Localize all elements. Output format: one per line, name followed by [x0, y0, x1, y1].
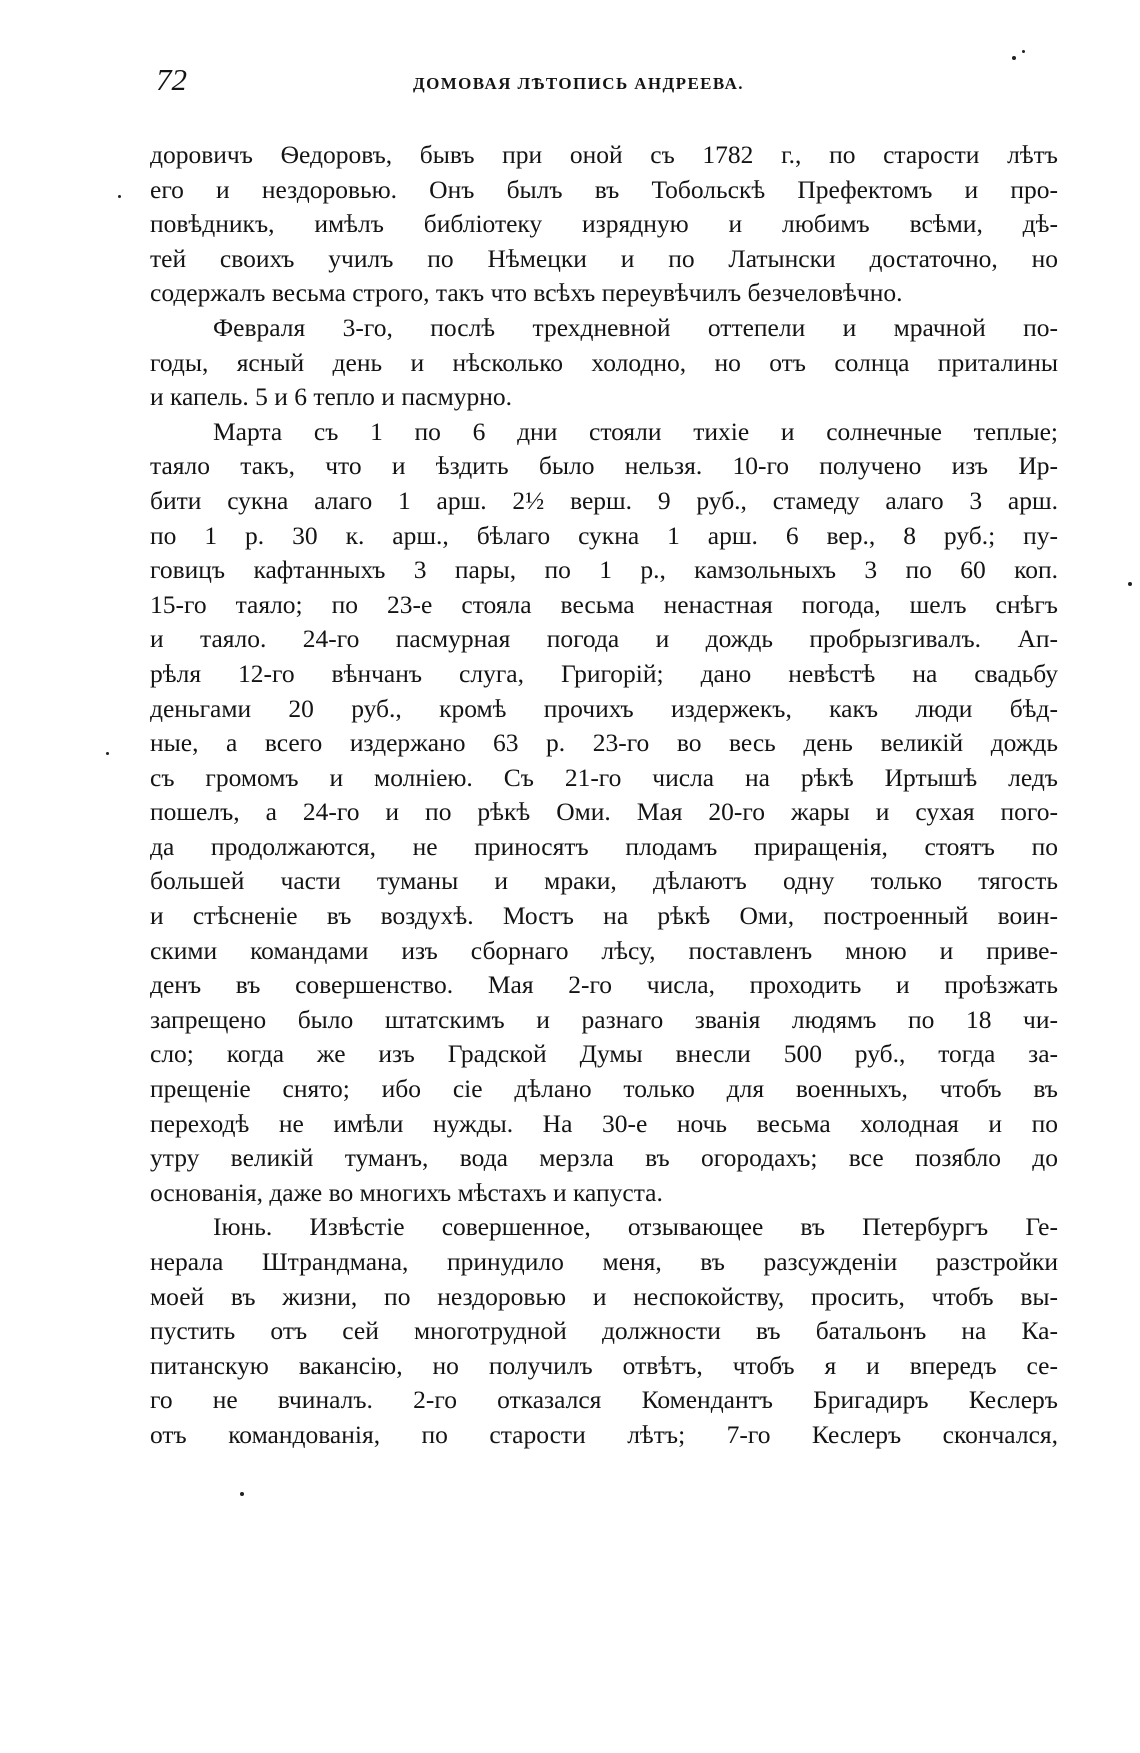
ink-speck — [118, 195, 121, 198]
page-header — [150, 62, 1050, 102]
text-line: ные, а всего издержано 63 р. 23-го во весь день великій дождь — [150, 728, 1058, 758]
paragraph — [150, 415, 1058, 1211]
text-line: и таяло. 24-го пасмурная погода и дождь пробрызгивалъ. Ап- — [150, 624, 1058, 654]
text-line: моей въ жизни, по нездоровью и неспокойству, просить, чтобъ вы- — [150, 1281, 1058, 1311]
text-line: да продолжаются, не приносятъ плодамъ приращенія, стоятъ по — [150, 831, 1058, 861]
running-title: ДОМОВАЯ ЛѢТОПИСЬ АНДРЕЕВА. — [413, 74, 744, 93]
text-line: нерала Штрандмана, принудило меня, въ разсужденіи разстройки — [150, 1247, 1058, 1276]
text-line: тей своихъ училъ по Нѣмецки и по Латынски достаточно, но — [150, 243, 1058, 273]
page-number: 72 — [156, 62, 187, 97]
text-line: бити сукна алаго 1 арш. 2½ верш. 9 руб., стамеду алаго 3 арш. — [150, 485, 1058, 515]
paragraph — [150, 138, 1058, 311]
text-line: по 1 р. 30 к. арш., бѣлаго сукна 1 арш. 6 вер., 8 руб.; пу- — [150, 520, 1058, 550]
text-line: большей части туманы и мраки, дѣлаютъ одну только тягость — [150, 866, 1058, 896]
text-line: доровичъ Ѳедоровъ, бывъ при оной съ 1782 г., по старости лѣтъ — [150, 140, 1058, 169]
text-line: содержалъ весьма строго, такъ что всѣхъ переувѣчилъ безчеловѣчно. — [150, 278, 903, 308]
text-line: пошелъ, а 24-го и по рѣкѣ Оми. Мая 20-го жары и сухая пого- — [150, 797, 1058, 827]
ink-speck — [1128, 582, 1132, 586]
text-line: съ громомъ и молніею. Съ 21-го числа на рѣкѣ Иртышѣ ледъ — [150, 762, 1058, 792]
text-line: пустить отъ сей многотрудной должности въ батальонъ на Ка- — [150, 1316, 1058, 1346]
text-line: денъ въ совершенство. Мая 2-го числа, проходить и проѣзжать — [150, 970, 1058, 1000]
text-line: и капель. 5 и 6 тепло и пасмурно. — [150, 382, 513, 412]
text-line: питанскую вакансію, но получилъ отвѣтъ, чтобъ я и впередъ се- — [150, 1350, 1058, 1380]
text-line: Марта съ 1 по 6 дни стояли тихіе и солнечные теплые; — [213, 416, 1058, 446]
text-line: отъ командованія, по старости лѣтъ; 7-го Кеслеръ скончался, — [150, 1419, 1058, 1449]
text-line: основанія, даже во многихъ мѣстахъ и капуста. — [150, 1177, 663, 1207]
text-line: Февраля 3-го, послѣ трехдневной оттепели и мрачной по- — [213, 312, 1058, 342]
text-line: таяло такъ, что и ѣздить было нельзя. 10-го получено изъ Ир- — [150, 451, 1058, 481]
ink-speck — [240, 1492, 244, 1496]
text-line: Іюнь. Извѣстіе совершенное, отзывающее въ Петербургъ Ге- — [213, 1212, 1058, 1242]
text-line: утру великій туманъ, вода мерзла въ огородахъ; все позябло до — [150, 1143, 1058, 1173]
text-line: 15-го таяло; по 23-е стояла весьма ненастная погода, шелъ снѣгъ — [150, 589, 1058, 619]
text-line: годы, ясный день и нѣсколько холодно, но отъ солнца приталины — [150, 347, 1058, 377]
text-line: скими командами изъ сборнаго лѣсу, поставленъ мною и приве- — [150, 935, 1058, 965]
text-line: прещеніе снято; ибо сіе дѣлано только для военныхъ, чтобъ въ — [150, 1074, 1058, 1104]
paragraph — [150, 311, 1058, 415]
text-line: и стѣсненіе въ воздухѣ. Мостъ на рѣкѣ Оми, построенный воин- — [150, 901, 1058, 931]
ink-speck — [106, 752, 109, 755]
text-line: его и нездоровью. Онъ былъ въ Тобольскѣ Префектомъ и про- — [150, 174, 1058, 204]
paragraph — [150, 1210, 1058, 1452]
text-line: переходѣ не имѣли нужды. На 30-е ночь весьма холодная и по — [150, 1108, 1058, 1138]
body-text — [150, 138, 1058, 1453]
ink-speck — [1022, 50, 1025, 53]
text-line: рѣля 12-го вѣнчанъ слуга, Григорій; дано невѣстѣ на свадьбу — [150, 658, 1058, 688]
text-line: запрещено было штатскимъ и разнаго званія людямъ по 18 чи- — [150, 1004, 1058, 1034]
text-line: повѣдникъ, имѣлъ библіотеку изрядную и любимъ всѣми, дѣ- — [150, 209, 1058, 239]
ink-speck — [1012, 56, 1016, 60]
text-line: го не вчиналъ. 2-го отказался Комендантъ Бригадиръ Кеслеръ — [150, 1385, 1058, 1415]
text-line: деньгами 20 руб., кромѣ прочихъ издержекъ, какъ люди бѣд- — [150, 693, 1058, 723]
text-line: говицъ кафтанныхъ 3 пары, по 1 р., камзольныхъ 3 по 60 коп. — [150, 555, 1058, 585]
text-line: сло; когда же изъ Градской Думы внесли 500 руб., тогда за- — [150, 1039, 1058, 1069]
